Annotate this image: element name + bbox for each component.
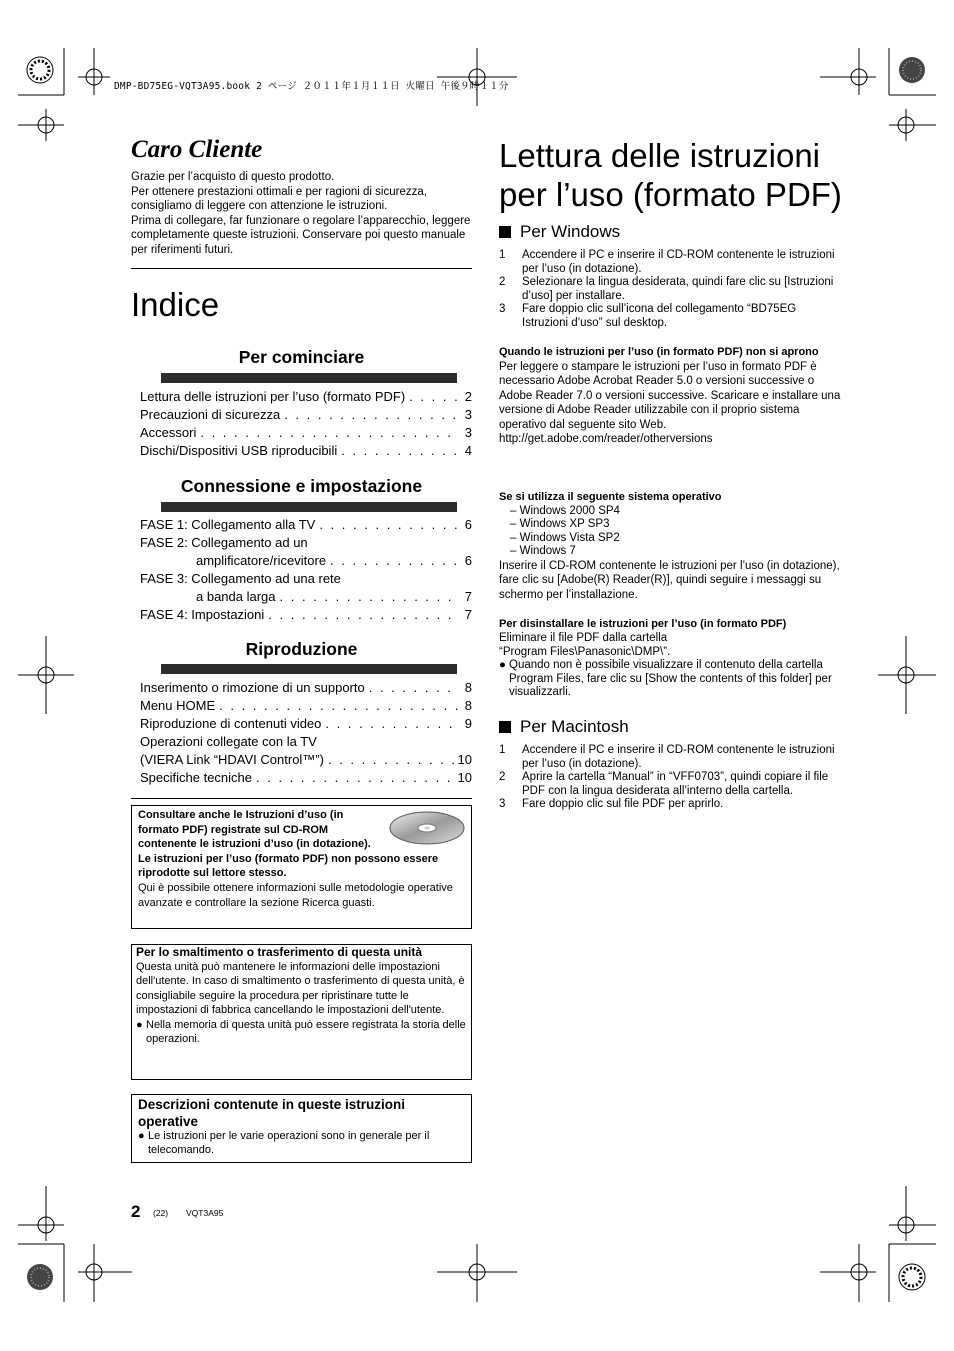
step-text: Aprire la cartella “Manual” in “VFF0703”, quindi copiare il file PDF con la lingua desiderata all’interno della cartella. <box>522 771 829 797</box>
pdf-title-line: per l’uso (formato PDF) <box>499 176 842 213</box>
toc-item[interactable] <box>140 697 472 715</box>
toc-item-text: (VIERA Link “HDAVI Control™”) <box>140 752 324 767</box>
toc-item-page: 10 <box>457 770 472 785</box>
step-number: 1 <box>499 249 506 261</box>
step-text: Accendere il PC e inserire il CD-ROM contenente le istruzioni per l’uso (in dotazione). <box>522 744 835 770</box>
pdf-note-text: Qui è possibile ottenere informazioni sulle metodologie operative avanzate e controllare la sezione Ricerca guasti. <box>138 881 453 909</box>
list-item: – Windows XP SP3 <box>510 518 610 530</box>
toc-item-page: 6 <box>464 553 472 568</box>
list-item <box>138 1130 465 1157</box>
uninstall-section <box>499 617 844 700</box>
bullet-icon: ● <box>499 659 506 671</box>
square-bullet-icon <box>499 721 511 733</box>
toc-section-heading: Connessione e impostazione <box>180 476 423 496</box>
square-bullet-icon <box>499 226 511 238</box>
descriptions-box <box>131 1094 472 1163</box>
step-number: 2 <box>499 276 506 288</box>
cannot-open-section <box>499 345 844 447</box>
step-number: 1 <box>499 744 506 756</box>
toc-item-text: Menu HOME <box>140 698 216 713</box>
toc-item[interactable] <box>140 733 472 751</box>
divider <box>131 268 472 269</box>
toc-item-page: 3 <box>464 407 472 422</box>
toc-item-page: 8 <box>464 698 472 713</box>
section-bar <box>161 664 457 674</box>
toc-item-continued[interactable] <box>140 588 472 606</box>
os-heading: Se si utilizza il seguente sistema operativo <box>499 491 722 503</box>
pdf-note-box <box>131 805 472 929</box>
pdf-note-bold: Consultare anche le Istruzioni d’uso (in formato PDF) registrate sul CD-ROM contenente le istruzioni d’uso (in dotazione). <box>138 809 371 851</box>
macintosh-heading <box>499 717 629 737</box>
toc-item-page: 9 <box>464 716 472 731</box>
toc-item[interactable] <box>140 424 472 442</box>
toc-item-text: Riproduzione di contenuti video <box>140 716 322 731</box>
macintosh-heading-text: Per Macintosh <box>520 717 629 736</box>
bullet-text: Quando non è possibile visualizzare il contenuto della cartella Program Files, fare clic su [Show the contents of this folder] per visualizzarli. <box>509 659 832 698</box>
step-text: Fare doppio clic sul file PDF per aprirlo. <box>522 798 724 810</box>
step-text: Fare doppio clic sull’icona del collegamento “BD75EG Istruzioni d’uso” sul desktop. <box>522 303 797 329</box>
toc-item[interactable] <box>140 570 472 588</box>
step-number: 2 <box>499 771 506 783</box>
toc-item-text: Operazioni collegate con la TV <box>140 734 317 749</box>
section-bar <box>161 373 457 383</box>
toc-item-text: Precauzioni di sicurezza <box>140 407 281 422</box>
toc-item-page: 8 <box>464 680 472 695</box>
disposal-box <box>131 944 472 1080</box>
toc-item[interactable] <box>140 442 472 460</box>
toc-item-page: 3 <box>464 425 472 440</box>
windows-heading-text: Per Windows <box>520 222 621 241</box>
pdf-title-line: Lettura delle istruzioni <box>499 137 821 174</box>
disposal-heading: Per lo smaltimento o trasferimento di questa unità <box>136 945 423 959</box>
bullet-icon: ● <box>136 1018 143 1031</box>
list-item: – Windows Vista SP2 <box>510 531 620 544</box>
section-bar <box>161 502 457 512</box>
toc-item-page: 7 <box>464 607 472 622</box>
toc-item[interactable] <box>140 516 472 534</box>
macintosh-steps <box>499 744 841 812</box>
pdf-note-bold: Le istruzioni per l’uso (formato PDF) non possono essere riprodotte sul lettore stesso. <box>138 852 439 880</box>
os-text: Inserire il CD-ROM contenente le istruzioni per l’uso (in dotazione), fare clic su [Adobe(R) Reader(R)], quindi seguire i messaggi su schermo per l’installazione. <box>499 559 840 601</box>
toc-item-text: FASE 2: Collegamento ad un <box>140 535 308 550</box>
uninstall-path: “Program Files\Panasonic\DMP\”. <box>499 646 671 658</box>
page-sub-number: (22) <box>153 1208 169 1218</box>
toc-item-text: Dischi/Dispositivi USB riproducibili <box>140 443 338 458</box>
toc-item-page: 10 <box>457 752 472 767</box>
step-number: 3 <box>499 798 506 810</box>
step-item <box>499 798 841 812</box>
toc-item-text: Inserimento o rimozione di un supporto <box>140 680 365 695</box>
os-section <box>499 490 844 602</box>
list-item: – Windows 2000 SP4 <box>510 504 620 517</box>
caro-cliente-body <box>131 170 471 258</box>
toc-item[interactable] <box>140 534 472 552</box>
adobe-link[interactable]: http://get.adobe.com/reader/otherversions <box>499 433 713 445</box>
step-item <box>499 771 841 798</box>
step-item <box>499 744 841 771</box>
step-item <box>499 249 841 276</box>
bullet-icon: ● <box>138 1130 145 1142</box>
toc-item-page: 2 <box>464 389 472 404</box>
toc-item-page: 4 <box>464 443 472 458</box>
toc-item-text: Specifiche tecniche <box>140 770 253 785</box>
list-item <box>136 1018 467 1047</box>
step-text: Accendere il PC e inserire il CD-ROM contenente le istruzioni per l’uso (in dotazione). <box>522 249 835 275</box>
caro-paragraph: Prima di collegare, far funzionare o regolare l’apparecchio, leggere completamente queste istruzioni. Conservare poi questo manuale per riferimenti futuri. <box>131 214 471 256</box>
document-code: VQT3A95 <box>186 1208 224 1218</box>
toc-item-text: FASE 3: Collegamento ad una rete <box>140 571 341 586</box>
print-header: DMP-BD75EG-VQT3A95.book 2 ページ ２０１１年１月１１日 火曜日 午後９時１１分 <box>114 81 509 92</box>
windows-steps <box>499 249 841 330</box>
caro-cliente-title: Caro Cliente <box>131 136 263 163</box>
toc-item[interactable] <box>140 769 472 787</box>
list-item: – Windows 7 <box>510 545 576 557</box>
list-item <box>499 659 844 700</box>
cannot-open-heading: Quando le istruzioni per l’uso (in formato PDF) non si aprono <box>499 346 819 358</box>
step-item <box>499 303 841 330</box>
toc-item-continued[interactable] <box>140 751 472 769</box>
step-number: 3 <box>499 303 506 315</box>
bullet-text: Le istruzioni per le varie operazioni sono in generale per il telecomando. <box>148 1130 430 1156</box>
step-text: Selezionare la lingua desiderata, quindi fare clic su [Istruzioni d’uso] per installare. <box>522 276 834 302</box>
toc-item[interactable] <box>140 388 472 406</box>
uninstall-heading: Per disinstallare le istruzioni per l’uso (in formato PDF) <box>499 618 787 630</box>
toc-item-text: FASE 1: Collegamento alla TV <box>140 517 316 532</box>
bullet-text: Nella memoria di questa unità può essere registrata la storia delle operazioni. <box>146 1018 466 1045</box>
toc-item-text: amplificatore/ricevitore <box>196 553 327 568</box>
toc-item[interactable] <box>140 679 472 697</box>
toc-item-continued[interactable] <box>140 552 472 570</box>
toc-list <box>140 516 472 624</box>
descriptions-heading: Descrizioni contenute in queste istruzioni operative <box>138 1097 406 1129</box>
divider <box>131 798 472 799</box>
toc-item[interactable] <box>140 715 472 733</box>
caro-paragraph: Per ottenere prestazioni ottimali e per ragioni di sicurezza, consigliamo di leggere con attenzione le istruzioni. <box>131 185 427 213</box>
cannot-open-text: Per leggere o stampare le istruzioni per l’uso in formato PDF è necessario Adobe Acrobat Reader 5.0 o versioni successive o Adobe Reader 7.0 o versioni successive. Scaricare e installare una versione di Adobe Reader utilizzabile con il proprio sistema operativo dal seguente sito Web. <box>499 360 841 431</box>
uninstall-text: Eliminare il file PDF dalla cartella <box>499 632 668 644</box>
toc-item-text: Lettura delle istruzioni per l’uso (formato PDF) <box>140 389 406 404</box>
toc-section-heading: Per cominciare <box>238 347 365 367</box>
indice-title: Indice <box>131 286 220 323</box>
page-number: 2 <box>131 1202 141 1221</box>
toc-item-page: 6 <box>464 517 472 532</box>
toc-item-text: Accessori <box>140 425 197 440</box>
disposal-text: Questa unità può mantenere le informazioni delle impostazioni dell'utente. In caso di smaltimento o trasferimento di questa unità, è consigliabile seguire la procedura per ripristinare tutte le impostazioni di fabbrica cancellando le impostazioni dell'utente. <box>136 960 465 1016</box>
toc-item[interactable] <box>140 606 472 624</box>
toc-item-page: 7 <box>464 589 472 604</box>
toc-list <box>140 388 472 460</box>
toc-item-text: FASE 4: Impostazioni <box>140 607 265 622</box>
windows-heading <box>499 222 620 242</box>
pdf-section-title <box>499 136 859 214</box>
toc-item-text: a banda larga <box>196 589 276 604</box>
os-list <box>499 505 844 559</box>
toc-list <box>140 679 472 787</box>
step-item <box>499 276 841 303</box>
toc-section-heading: Riproduzione <box>245 639 358 659</box>
toc-item[interactable] <box>140 406 472 424</box>
cd-rom-icon <box>389 810 465 846</box>
caro-paragraph: Grazie per l’acquisto di questo prodotto. <box>131 171 335 183</box>
